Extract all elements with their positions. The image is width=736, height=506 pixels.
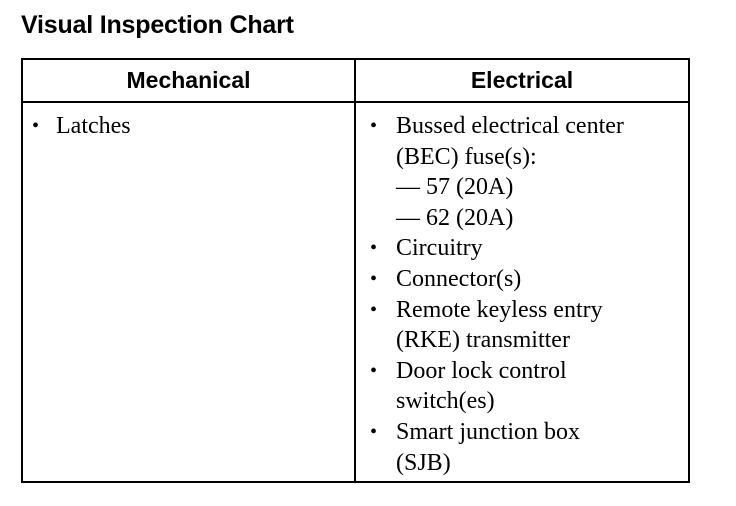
list-item-text: Door lock control bbox=[396, 357, 567, 384]
list-item bbox=[356, 111, 688, 233]
list-item-text: Bussed electrical center bbox=[396, 113, 624, 139]
table-row bbox=[22, 102, 689, 482]
list-item-text: Remote keyless entry bbox=[396, 296, 603, 323]
list-item bbox=[356, 417, 688, 478]
bullet-icon: • bbox=[370, 298, 378, 321]
list-item-text: Connector(s) bbox=[396, 265, 522, 292]
electrical-column-header: Electrical bbox=[355, 59, 689, 102]
list-item bbox=[356, 295, 688, 356]
list-item-text: Latches bbox=[56, 113, 131, 139]
bullet-icon: • bbox=[32, 115, 40, 137]
electrical-cell bbox=[355, 102, 689, 482]
list-item-text: Circuitry bbox=[396, 235, 483, 262]
fuse-sub-item: — 62 (20A) bbox=[396, 204, 514, 231]
bullet-icon: • bbox=[370, 237, 378, 260]
list-item bbox=[356, 356, 688, 417]
mechanical-cell bbox=[22, 102, 355, 482]
inspection-table bbox=[21, 58, 690, 483]
list-item-text: switch(es) bbox=[396, 388, 495, 415]
list-item bbox=[356, 233, 688, 264]
fuse-sub-item: — 57 (20A) bbox=[396, 174, 514, 201]
list-item-text: (SJB) bbox=[396, 449, 451, 476]
bullet-icon: • bbox=[370, 115, 378, 137]
list-item-text: (RKE) transmitter bbox=[396, 327, 570, 354]
bullet-icon: • bbox=[370, 267, 378, 290]
list-item-text: (BEC) fuse(s): bbox=[396, 143, 537, 170]
bullet-icon: • bbox=[370, 420, 378, 443]
electrical-list bbox=[356, 103, 688, 478]
header-row bbox=[22, 59, 689, 102]
mechanical-column-header: Mechanical bbox=[22, 59, 355, 102]
chart-title: Visual Inspection Chart bbox=[21, 11, 294, 39]
list-item-text: Smart junction box bbox=[396, 418, 580, 445]
mechanical-list bbox=[23, 103, 354, 142]
bullet-icon: • bbox=[370, 359, 378, 382]
list-item bbox=[23, 111, 354, 142]
list-item bbox=[356, 264, 688, 295]
